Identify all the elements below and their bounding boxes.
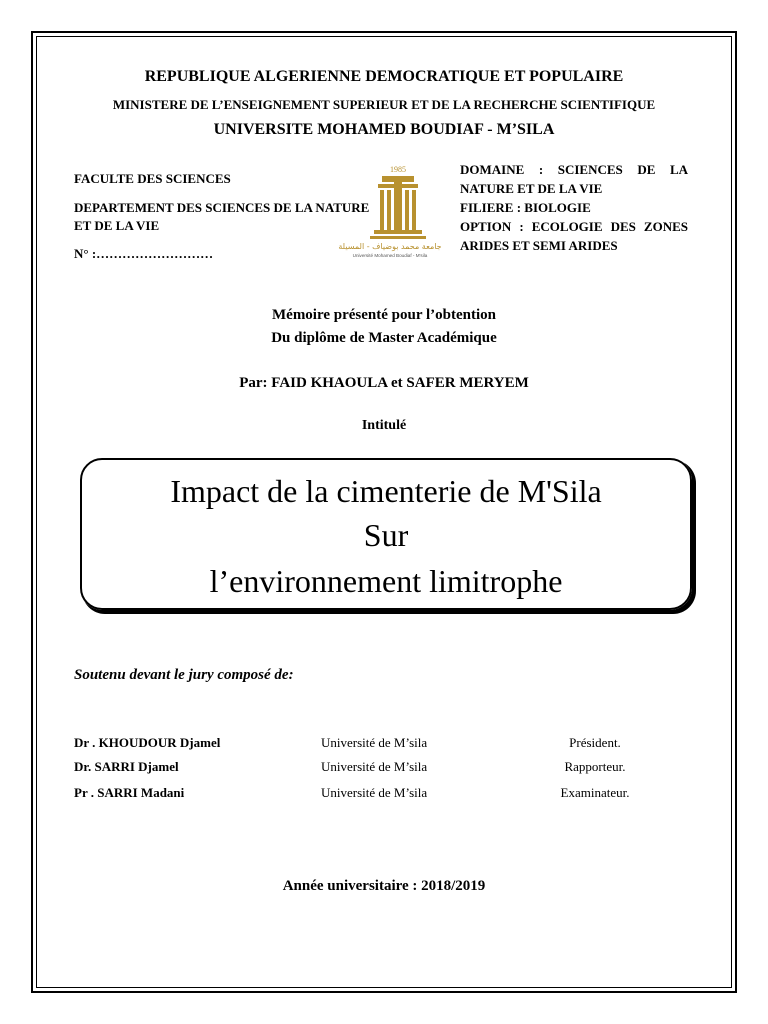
logo-year: 1985: [390, 165, 406, 174]
university-heading: UNIVERSITE MOHAMED BOUDIAF - M’SILA: [213, 121, 555, 138]
document-number: N° :………………………: [74, 246, 214, 261]
university-logo: [338, 160, 448, 260]
filiere-field: FILIERE : BIOLOGIE: [460, 200, 591, 215]
domain-block: [460, 160, 688, 255]
faculty-block: [74, 170, 374, 263]
faculty-name: FACULTE DES SCIENCES: [74, 171, 231, 186]
jury-member-university: Université de M’sila: [321, 735, 428, 750]
domain-field: DOMAINE : SCIENCES DE LA NATURE ET DE LA VIE: [460, 162, 688, 196]
jury-heading: Soutenu devant le jury composé de:: [74, 667, 294, 683]
department-name: DEPARTEMENT DES SCIENCES DE LA NATURE ET DE LA VIE: [74, 200, 370, 233]
jury-member-role: Rapporteur.: [564, 759, 626, 774]
jury-member-name: Dr. SARRI Djamel: [74, 759, 179, 774]
logo-arabic-name: جامعة محمد بوضياف - المسيلة: [338, 242, 442, 251]
republic-heading: REPUBLIQUE ALGERIENNE DEMOCRATIQUE ET POPULAIRE: [144, 68, 624, 85]
logo-latin-name: Université Mohamed Boudiaf - M'sila: [352, 253, 428, 258]
jury-member-role: Examinateur.: [560, 785, 630, 800]
ministry-heading: MINISTERE DE L’ENSEIGNEMENT SUPERIEUR ET DE LA RECHERCHE SCIENTIFIQUE: [112, 97, 656, 112]
jury-member-role: Président.: [569, 735, 621, 750]
jury-member-university: Université de M’sila: [321, 785, 428, 800]
intitule-label: Intitulé: [361, 418, 407, 433]
thesis-title-line-3: l’environnement limitrophe: [209, 563, 563, 599]
option-field: OPTION : ECOLOGIE DES ZONES ARIDES ET SEMI ARIDES: [460, 219, 688, 253]
thesis-title-line-1: Impact de la cimenterie de M'Sila: [170, 473, 602, 509]
memoire-line-1: Mémoire présenté pour l’obtention: [272, 307, 496, 323]
thesis-title-line-2: Sur: [363, 517, 409, 553]
jury-member-name: Pr . SARRI Madani: [74, 785, 185, 800]
memoire-line-2: Du diplôme de Master Académique: [271, 330, 497, 346]
jury-member-university: Université de M’sila: [321, 759, 428, 774]
authors-line: Par: FAID KHAOULA et SAFER MERYEM: [239, 375, 529, 391]
academic-year: Année universitaire : 2018/2019: [282, 878, 486, 894]
jury-member-name: Dr . KHOUDOUR Djamel: [74, 735, 221, 750]
